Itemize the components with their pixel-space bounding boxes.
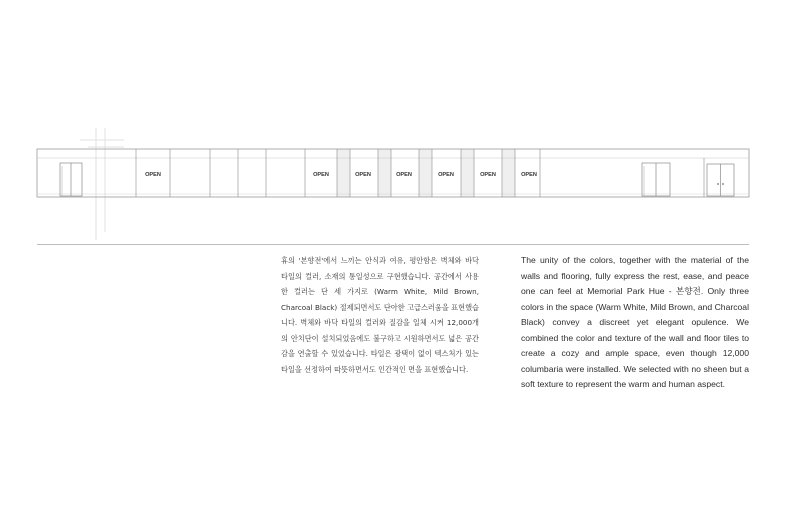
elevation-drawing [0,0,786,240]
open-label: OPEN [313,172,329,178]
right-door-1 [642,163,670,196]
korean-description: 휴의 '본향전'에서 느끼는 안식과 여유, 평안함은 벽체와 바닥 타일의 컬러, 소재의 통일성으로 구현했습니다. 공간에서 사용한 컬러는 단 세 가지로 (Warm White, Mild Brown, Charcoal Black) 절제되면서도 단아한 고급스러움을 표현했습니다. 벽체와 바닥 타일의 컬러와 질감을 일체 시켜 12,000개의 안치단이 설치되었음에도 불구하고 시원하면서도 넓은 공간감을 연출할 수 있었습니다. 타일은 광택이 없이 텍스처가 있는 타일을 선정하여 따뜻하면서도 인간적인 면을 표현했습니다. [281,256,479,374]
section-divider [37,244,749,245]
open-label: OPEN [480,172,496,178]
open-label: OPEN [396,172,412,178]
open-label: OPEN [521,172,537,178]
open-label: OPEN [438,172,454,178]
english-description: The unity of the colors, together with the material of the walls and flooring, fully express the rest, ease, and peace one can feel at Memorial Park Hue - 본향전. Only three colors in the space (Warm White, Mild Brown, and Charcoal Black) convey a discreet yet elegant opulence. We combined the color and texture of the wall and floor tiles to create a cozy and ample space, even though 12,000 columbaria were installed. We selected with no sheen but a soft texture to represent the warm and human aspect. [521,255,749,389]
open-label: OPEN [355,172,371,178]
right-door-2 [707,164,734,196]
open-label: OPEN [145,172,161,178]
left-door [60,163,82,196]
construction-lines [80,128,124,240]
